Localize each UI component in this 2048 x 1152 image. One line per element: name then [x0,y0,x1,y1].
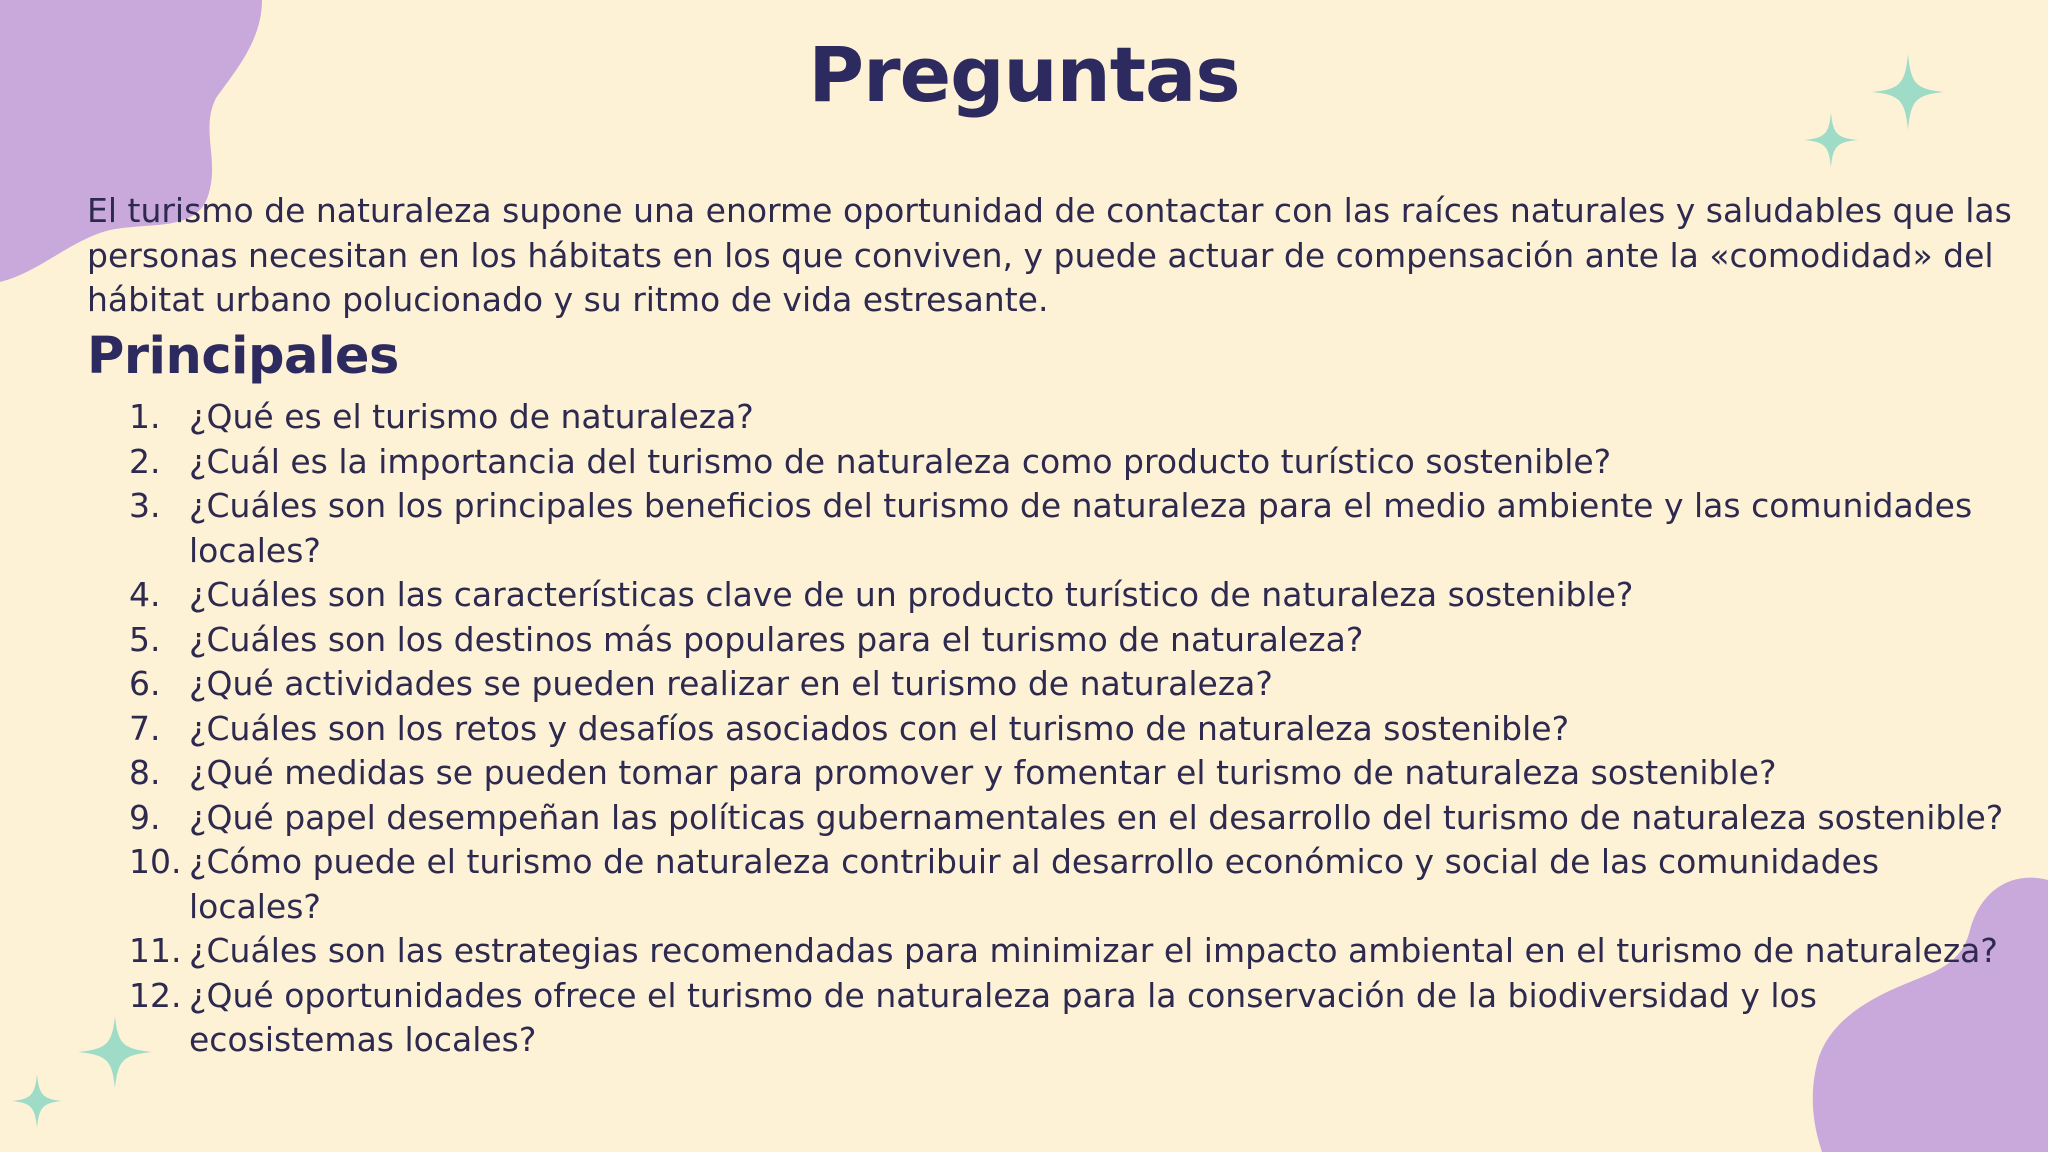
question-number: 2. [129,441,161,481]
question-number: 9. [129,797,161,837]
list-item [87,662,2017,707]
slide-title: Preguntas [808,30,1240,119]
question-number: 7. [129,708,161,748]
question-text: ¿Qué actividades se pueden realizar en el turismo de naturaleza? [189,664,1273,703]
list-item [87,618,2017,663]
question-text: ¿Cuál es la importancia del turismo de naturaleza como producto turístico sostenible? [189,441,1612,481]
list-item [87,440,2017,485]
question-number: 4. [129,575,161,614]
question-text: ¿Qué es el turismo de naturaleza? [189,397,754,436]
list-item [87,929,2017,974]
question-text: ¿Cuáles son los destinos más populares para el turismo de naturaleza? [189,619,1364,659]
sparkle-icon [1804,112,1858,168]
question-text: ¿Qué papel desempeñan las políticas gubernamentales en el desarrollo del turismo de naturaleza sostenible? [189,797,2004,837]
question-number: 11. [129,931,182,970]
question-text: ¿Cuáles son los principales beneficios del turismo de naturaleza para el medio ambiente y las comunidades locales? [189,486,1973,570]
question-number: 5. [129,619,161,659]
list-item [87,796,2017,841]
sparkle-icon [12,1074,62,1128]
list-item [87,707,2017,752]
list-item [87,484,2017,573]
list-item [87,751,2017,796]
list-item [87,395,2017,440]
intro-paragraph: El turismo de naturaleza supone una enorme oportunidad de contactar con las raíces naturales y saludables que las personas necesitan en los hábitats en los que conviven, y puede actuar de compensación ante la «comodidad» del hábitat urbano polucionado y su ritmo de vida estresante. [87,191,2012,319]
list-item [87,974,2017,1063]
question-number: 8. [129,753,161,792]
section-subtitle: Principales [87,327,399,386]
list-item [87,573,2017,618]
question-text: ¿Qué medidas se pueden tomar para promover y fomentar el turismo de naturaleza sostenible? [189,753,1777,792]
question-number: 10. [129,842,182,881]
question-text: ¿Qué oportunidades ofrece el turismo de naturaleza para la conservación de la biodiversidad y los ecosistemas locales? [189,975,1817,1059]
list-item [87,840,2017,929]
question-text: ¿Cuáles son los retos y desafíos asociados con el turismo de naturaleza sostenible? [189,708,1570,748]
question-number: 12. [129,975,182,1015]
question-text: ¿Cómo puede el turismo de naturaleza contribuir al desarrollo económico y social de las comunidades locales? [189,842,1880,926]
questions-list [87,395,2017,1063]
question-number: 6. [129,664,161,703]
question-number: 1. [129,397,161,436]
question-number: 3. [129,486,161,525]
question-text: ¿Cuáles son las características clave de un producto turístico de naturaleza sostenible? [189,575,1634,614]
question-text: ¿Cuáles son las estrategias recomendadas para minimizar el impacto ambiental en el turismo de naturaleza? [189,931,1998,970]
